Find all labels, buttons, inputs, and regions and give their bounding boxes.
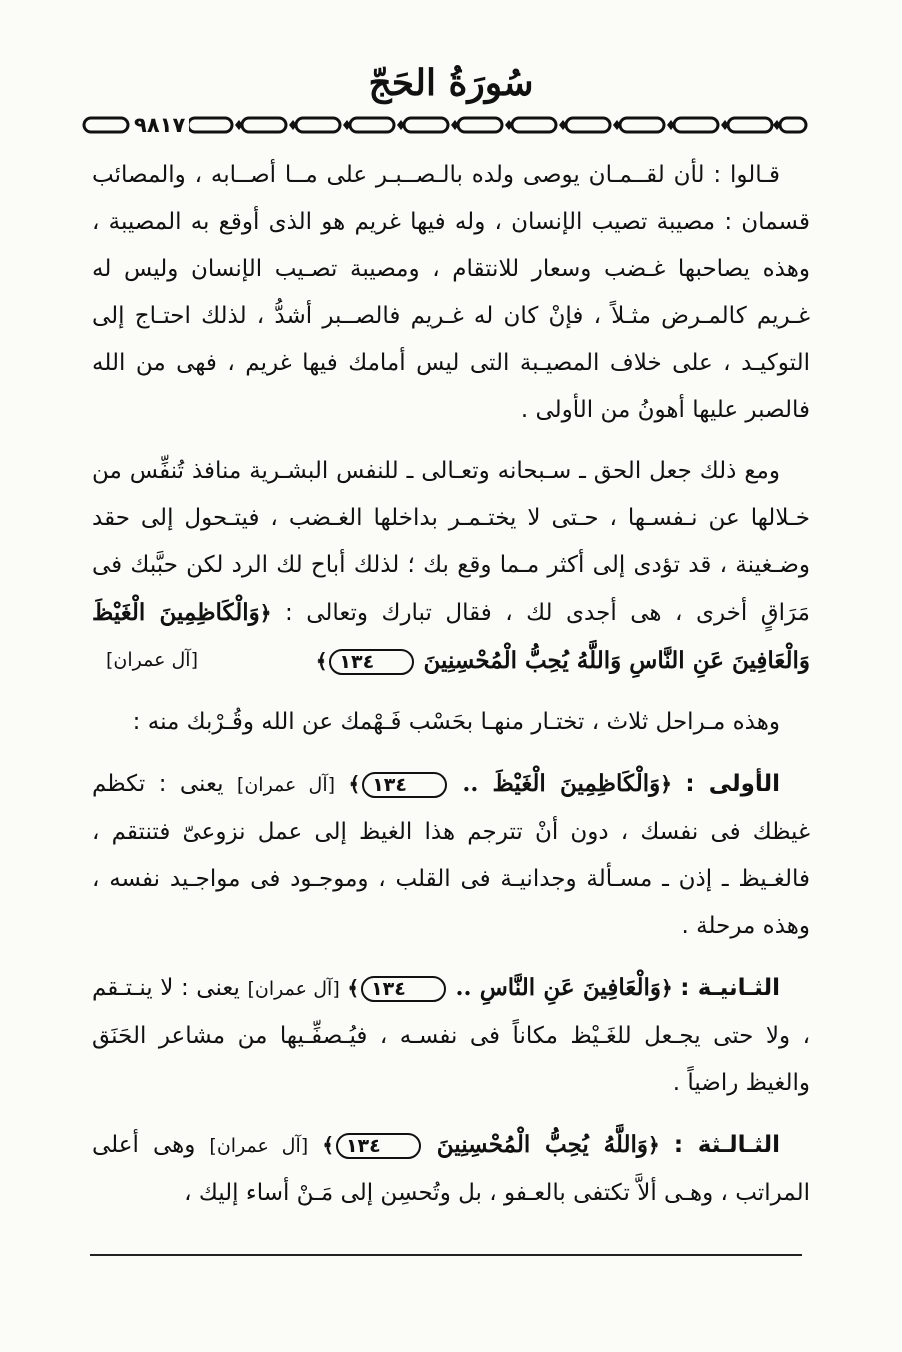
quran-verse: وَالْعَافِينَ عَنِ النَّاسِ ..: [455, 974, 661, 1001]
surah-reference: [آل عمران]: [106, 649, 198, 671]
paragraph-2: [92, 448, 810, 685]
verse-open-mark: ﴿: [660, 976, 673, 1000]
stage-label-first: الأولى :: [685, 771, 781, 797]
body-text: [92, 152, 810, 1217]
quran-verse: وَاللَّهُ يُحِبُّ الْمُحْسِنِينَ: [436, 1131, 649, 1158]
verse-open-mark: ﴿: [259, 601, 272, 625]
stage-explanation: يعنى : تكظم غيظك فى نفسك ، دون أنْ تترجم هذا الغيظ إلى عمل نزوعىّ فتنتقم ، فالغـيظ ـ إذن ـ مسـألة وجدانيـة فى القلب ، وموجـود فى مواجـيد نفسه ، وهذه مرحلة .: [92, 771, 810, 939]
stage-explanation: يعنى : لا ينـتـقم ، ولا حتى يجـعل للغَـيْظ مكاناً فى نفسـه ، فيُـصفِّـيها من مشاعر الحَنَق والغيظ راضياً .: [92, 975, 810, 1096]
verse-close-mark: ﴾: [347, 976, 360, 1000]
paragraph-2-text: ومع ذلك جعل الحق ـ سـبحانه وتعـالى ـ للنفس البشـرية منافذ تُنفِّس من خـلالها عن نـفسـها ، حـتى لا يختـمـر بداخلها الغـضب ، فيتـحول إلى حقد وضـغينة ، قد تؤدى إلى أكثر مـما وقع بك ؛ لذلك أباح لك الرد لكن حبَّبك فى مَرَاقٍ أخرى ، هى أجدى لك ، فقال تبارك وتعالى :: [92, 458, 810, 626]
quran-verse: وَالْكَاظِمِينَ الْغَيْظَ ..: [462, 770, 661, 797]
stage-label-second: الثـانيـة :: [680, 975, 780, 1001]
surah-reference: [آل عمران]: [247, 978, 340, 1000]
ayah-number-badge: ١٣٤: [336, 1133, 421, 1159]
surah-reference: [آل عمران]: [236, 774, 336, 796]
stage-explanation: وهى أعلى المراتب ، وهـى ألاَّ تكتفى بالعـفو ، بل وتُحسِن إلى مَـنْ أساء إليك ،: [92, 1132, 810, 1206]
verse-close-mark: ﴾: [315, 649, 328, 673]
ayah-number-badge: ١٣٤: [361, 976, 446, 1002]
footer-divider: [90, 1254, 802, 1256]
ornament-band: [80, 112, 810, 138]
paragraph-1: قـالوا : لأن لقــمـان يوصى ولده بالـصــبـر على مــا أصــابه ، والمصائب قسمان : مصيبة تصيب الإنسان ، وله فيها غريم هو الذى أوقع به المصيبة ، وهذه يصاحبها غـضب وسعار للانتقام ، ومصيبة تصـيب الإنسان وليس له غـريم كالمـرض مثـلاً ، فإنْ كان له غـريم فالصــبر أشدُّ ، لذلك احتـاج إلى التوكيـد ، على خلاف المصيـبة التى ليس أمامك فيها غريم ، فهى من الله فالصبر عليها أهونُ من الأولى .: [92, 162, 810, 423]
paragraph-third-stage: [92, 1121, 810, 1217]
surah-reference: [آل عمران]: [209, 1135, 309, 1157]
paragraph-3: وهذه مـراحل ثلاث ، تختـار منهـا بحَسْب فَـهْمك عن الله وقُـرْبك منه :: [132, 709, 780, 735]
quran-verse: وَالْكَاظِمِينَ الْغَيْظَ وَالْعَافِينَ عَنِ النَّاسِ وَاللَّهُ يُحِبُّ الْمُحْسِنِينَ: [92, 599, 810, 674]
paragraph-first-stage: [92, 760, 810, 950]
verse-open-mark: ﴿: [660, 772, 672, 796]
ayah-number-badge: ١٣٤: [362, 772, 447, 798]
page-number: ٩٨١٧: [130, 112, 189, 138]
stage-label-third: الثـالـثة :: [673, 1132, 781, 1158]
paragraph-second-stage: [92, 964, 810, 1107]
verse-open-mark: ﴿: [648, 1133, 660, 1157]
verse-close-mark: ﴾: [348, 772, 361, 796]
surah-title: سُورَةُ الحَجّ: [368, 62, 534, 104]
ayah-number-badge: ١٣٤: [329, 649, 414, 675]
verse-close-mark: ﴾: [322, 1133, 334, 1157]
